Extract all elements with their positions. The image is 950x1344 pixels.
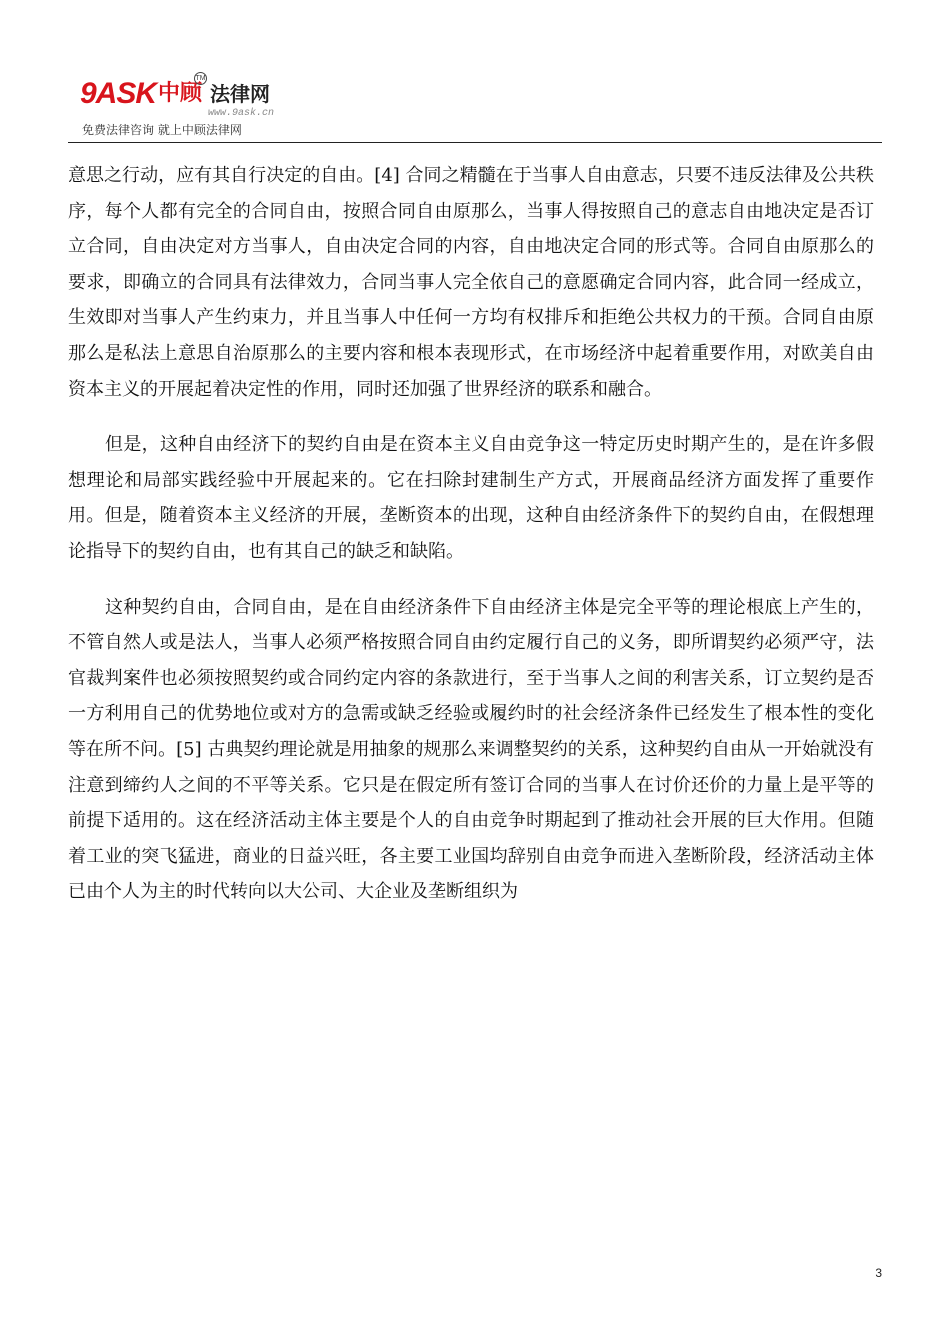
paragraph: 这种契约自由，合同自由，是在自由经济条件下自由经济主体是完全平等的理论根底上产生的，不管自然人或是法人，当事人必须严格按照合同自由约定履行自己的义务，即所谓契约必须严守，法官裁判案件也必须按照契约或合同约定内容的条款进行，至于当事人之间的利害关系，订立契约是否一方利用自己的优势地位或对方的急需或缺乏经验或履约时的社会经济条件已经发生了根本性的变化等在所不问。[5] 古典契约理论就是用抽象的规那么来调整契约的关系，这种契约自由从一开始就没有注意到缔约人之间的不平等关系。它只是在假定所有签订合同的当事人在讨价还价的力量上是平等的前提下适用的。这在经济活动主体主要是个人的自由竞争时期起到了推动社会开展的巨大作用。但随着工业的突飞猛进，商业的日益兴旺，各主要工业国均辞别自由竞争而进入垄断阶段，经济活动主体已由个人为主的时代转向以大公司、大企业及垄断组织为 [68,596,874,903]
trademark-icon: TM [194,72,207,85]
page-number: 3 [875,1266,882,1280]
logo-slogan: 免费法律咨询 就上中顾法律网 [82,123,242,137]
paragraph: 意思之行动，应有其自行决定的自由。[4] 合同之精髓在于当事人自由意志，只要不违反法律及公共秩序，每个人都有完全的合同自由，按照合同自由原那么，当事人得按照自己的意志自由地决定是否订立合同，自由决定对方当事人，自由决定合同的内容，自由地决定合同的形式等。合同自由原那么的要求，即确立的合同具有法律效力，合同当事人完全依自己的意愿确定合同内容，此合同一经成立，生效即对当事人产生约束力，并且当事人中任何一方均有权排斥和拒绝公共权力的干预。合同自由原那么是私法上意思自治原那么的主要内容和根本表现形式，在市场经济中起着重要作用，对欧美自由资本主义的开展起着决定性的作用，同时还加强了世界经济的联系和融合。 [68,165,874,400]
paragraph: 但是，这种自由经济下的契约自由是在资本主义自由竞争这一特定历史时期产生的，是在许多假想理论和局部实践经验中开展起来的。它在扫除封建制生产方式，开展商品经济方面发挥了重要作用。但是，随着资本主义经济的开展，垄断资本的出现，这种自由经济条件下的契约自由，在假想理论指导下的契约自由，也有其自己的缺乏和缺陷。 [68,434,874,562]
logo-name-suffix: 法律网 [210,82,271,106]
page-header [80,68,882,144]
logo-name-cn: 中顾 [158,81,203,106]
document-body [68,158,874,930]
site-logo[interactable] [80,68,270,112]
header-divider [68,142,882,143]
logo-brand: 9ASK [80,77,157,110]
logo-url: www.9ask.cn [208,108,275,119]
